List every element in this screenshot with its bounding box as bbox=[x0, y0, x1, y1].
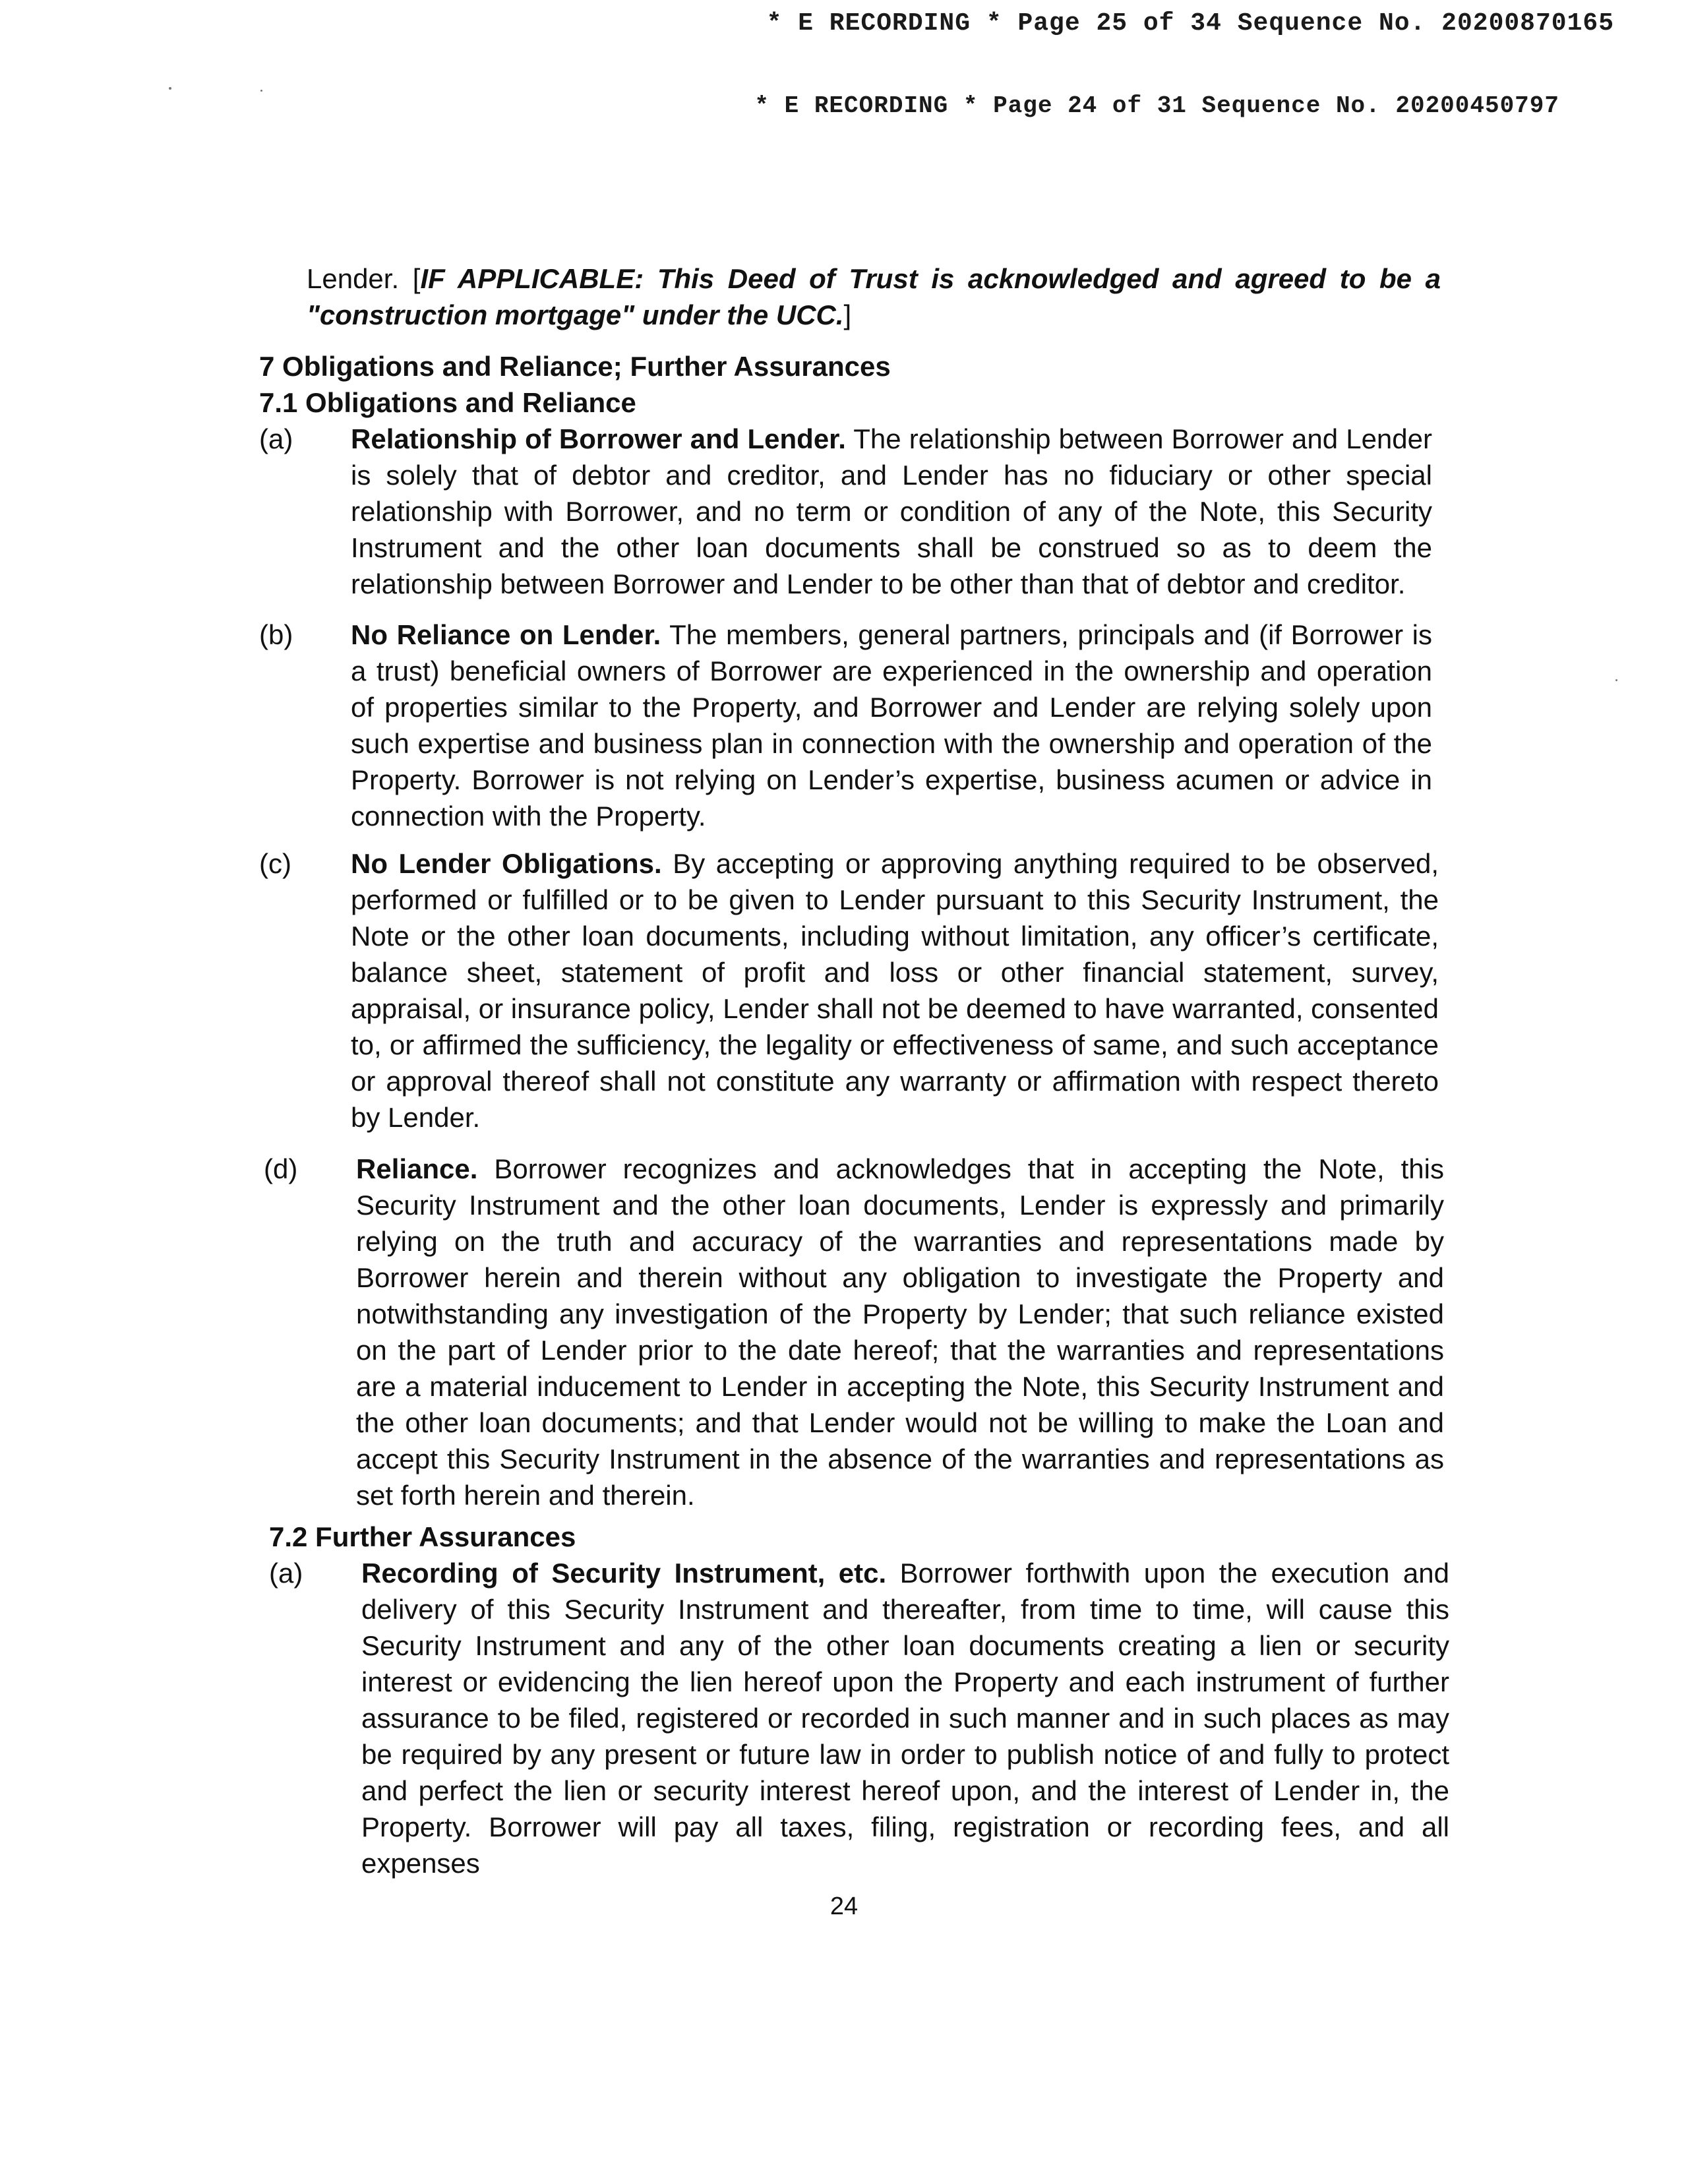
item-recording bbox=[361, 1555, 1449, 1881]
item-label-b: (b) bbox=[259, 619, 293, 650]
item-text: The relationship between Borrower and Lender is solely that of debtor and creditor, and Lender has no fiduciary or other special relationship with Borrower, and no term or condition of any of the Note, this Security Instrument and the other loan documents shall be construed so as to deem the relationship between Borrower and Lender to be other than that of debtor and creditor. bbox=[351, 423, 1432, 599]
item-text: The members, general partners, principals and (if Borrower is a trust) beneficial owners of Borrower are experienced in the ownership and operation of properties similar to the Property, and Borrower and Lender are relying solely upon such expertise and business plan in connection with the ownership and operation of the Property. Borrower is not relying on Lender’s expertise, business acumen or advice in connection with the Property. bbox=[351, 619, 1432, 832]
item-no-lender-obligations bbox=[351, 845, 1439, 1136]
scan-speck bbox=[169, 87, 171, 90]
subsection-heading-7-1: 7.1 Obligations and Reliance bbox=[259, 387, 636, 418]
recording-stamp-second: * E RECORDING * Page 24 of 31 Sequence No. 20200450797 bbox=[754, 92, 1559, 119]
scan-speck bbox=[1615, 679, 1617, 681]
item-label-a-further: (a) bbox=[269, 1558, 303, 1589]
item-text: Borrower recognizes and acknowledges that in accepting the Note, this Security Instrument and the other loan documents, Lender is expressly and primarily relying on the truth and accuracy of the warranties and representations made by Borrower herein and therein without any obligation to investigate the Property and notwithstanding any investigation of the Property by Lender; that such reliance existed on the part of Lender prior to the date hereof; that the warranties and representations are a material inducement to Lender in accepting the Note, this Security Instrument and the other loan documents; and that Lender would not be willing to make the Loan and accept this Security Instrument in the absence of the warranties and representations as set forth herein and therein. bbox=[356, 1153, 1444, 1511]
subsection-heading-7-2: 7.2 Further Assurances bbox=[269, 1521, 576, 1552]
item-title: No Lender Obligations. bbox=[351, 848, 662, 879]
intro-paragraph bbox=[307, 260, 1441, 333]
item-label-d: (d) bbox=[264, 1153, 298, 1184]
intro-lead: Lender. [ bbox=[307, 263, 421, 294]
section-heading-7: 7 Obligations and Reliance; Further Assurances bbox=[259, 351, 891, 382]
recording-stamp-top: * E RECORDING * Page 25 of 34 Sequence No. 20200870165 bbox=[766, 9, 1614, 38]
item-no-reliance bbox=[351, 617, 1432, 834]
item-title: No Reliance on Lender. bbox=[351, 619, 661, 650]
item-label-a: (a) bbox=[259, 423, 293, 454]
item-title: Relationship of Borrower and Lender. bbox=[351, 423, 846, 454]
item-label-c: (c) bbox=[259, 848, 291, 879]
page-number: 24 bbox=[829, 1893, 859, 1920]
item-text: Borrower forthwith upon the execution and delivery of this Security Instrument and thereafter, from time to time, will cause this Security Instrument and any of the other loan documents creating a lien or security interest or evidencing the lien hereof upon the Property and each instrument of further assurance to be filed, registered or recorded in such manner and in such places as may be required by any present or future law in order to publish notice of and fully to protect and perfect the lien or security interest hereof upon, and the interest of Lender in, the Property. Borrower will pay all taxes, filing, registration or recording fees, and all expenses bbox=[361, 1558, 1449, 1879]
item-title: Reliance. bbox=[356, 1153, 478, 1184]
intro-close: ] bbox=[843, 299, 852, 330]
item-title: Recording of Security Instrument, etc. bbox=[361, 1558, 887, 1589]
item-relationship bbox=[351, 421, 1432, 602]
intro-italic-clause: IF APPLICABLE: This Deed of Trust is acknowledged and agreed to be a "construction mortgage" under the UCC. bbox=[307, 263, 1441, 330]
item-reliance bbox=[356, 1151, 1444, 1513]
scan-speck bbox=[260, 90, 262, 92]
item-text: By accepting or approving anything required to be observed, performed or fulfilled or to be given to Lender pursuant to this Security Instrument, the Note or the other loan documents, including without limitation, any officer’s certificate, balance sheet, statement of profit and loss or other financial statement, survey, appraisal, or insurance policy, Lender shall not be deemed to have warranted, consented to, or affirmed the sufficiency, the legality or effectiveness of same, and such acceptance or approval thereof shall not constitute any warranty or affirmation with respect thereto by Lender. bbox=[351, 848, 1439, 1133]
